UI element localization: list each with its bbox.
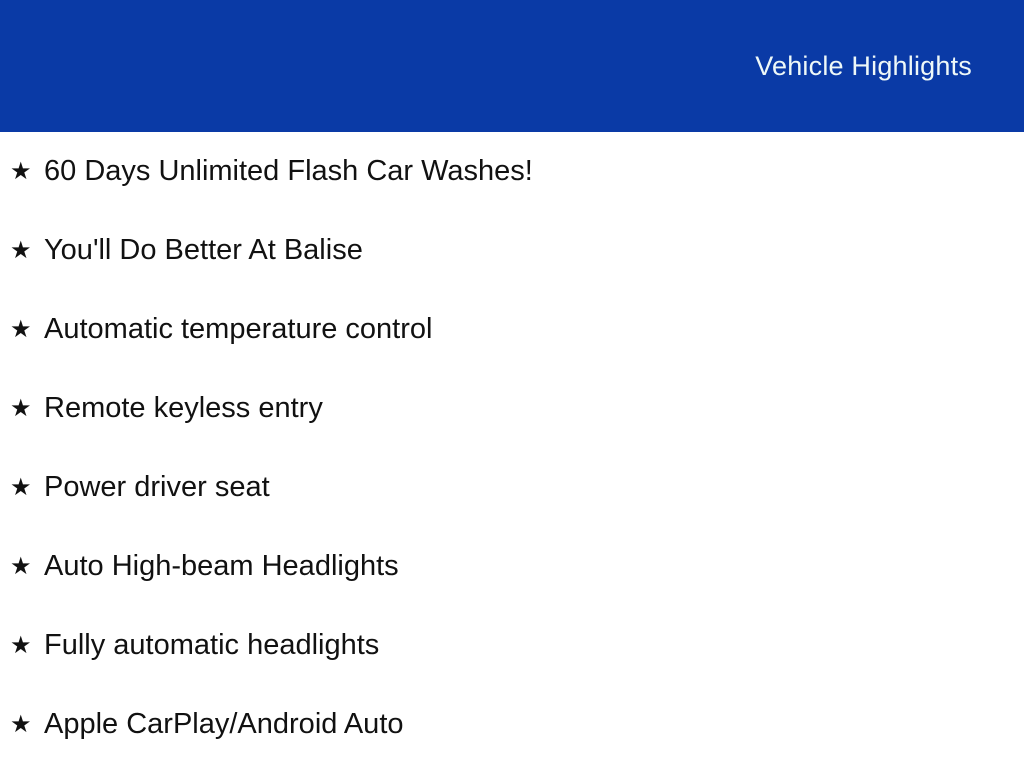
list-item xyxy=(0,448,1024,527)
star-icon: ★ xyxy=(10,315,32,343)
highlights-list xyxy=(0,132,1024,764)
list-item xyxy=(0,211,1024,290)
highlight-label: You'll Do Better At Balise xyxy=(44,234,363,266)
highlight-label: Remote keyless entry xyxy=(44,392,323,424)
star-icon: ★ xyxy=(10,552,32,580)
star-icon: ★ xyxy=(10,236,32,264)
star-icon: ★ xyxy=(10,394,32,422)
star-icon: ★ xyxy=(10,631,32,659)
star-icon: ★ xyxy=(10,710,32,738)
list-item xyxy=(0,527,1024,606)
page-title: Vehicle Highlights xyxy=(755,50,972,81)
highlight-label: Automatic temperature control xyxy=(44,313,433,345)
highlight-label: Fully automatic headlights xyxy=(44,629,380,661)
list-item xyxy=(0,685,1024,764)
list-item xyxy=(0,290,1024,369)
star-icon: ★ xyxy=(10,473,32,501)
vehicle-highlights-header xyxy=(0,0,1024,132)
list-item xyxy=(0,132,1024,211)
list-item xyxy=(0,369,1024,448)
highlight-label: Auto High-beam Headlights xyxy=(44,550,399,582)
highlight-label: Apple CarPlay/Android Auto xyxy=(44,708,404,740)
list-item xyxy=(0,606,1024,685)
star-icon: ★ xyxy=(10,157,32,185)
highlight-label: Power driver seat xyxy=(44,471,270,503)
highlight-label: 60 Days Unlimited Flash Car Washes! xyxy=(44,155,533,187)
